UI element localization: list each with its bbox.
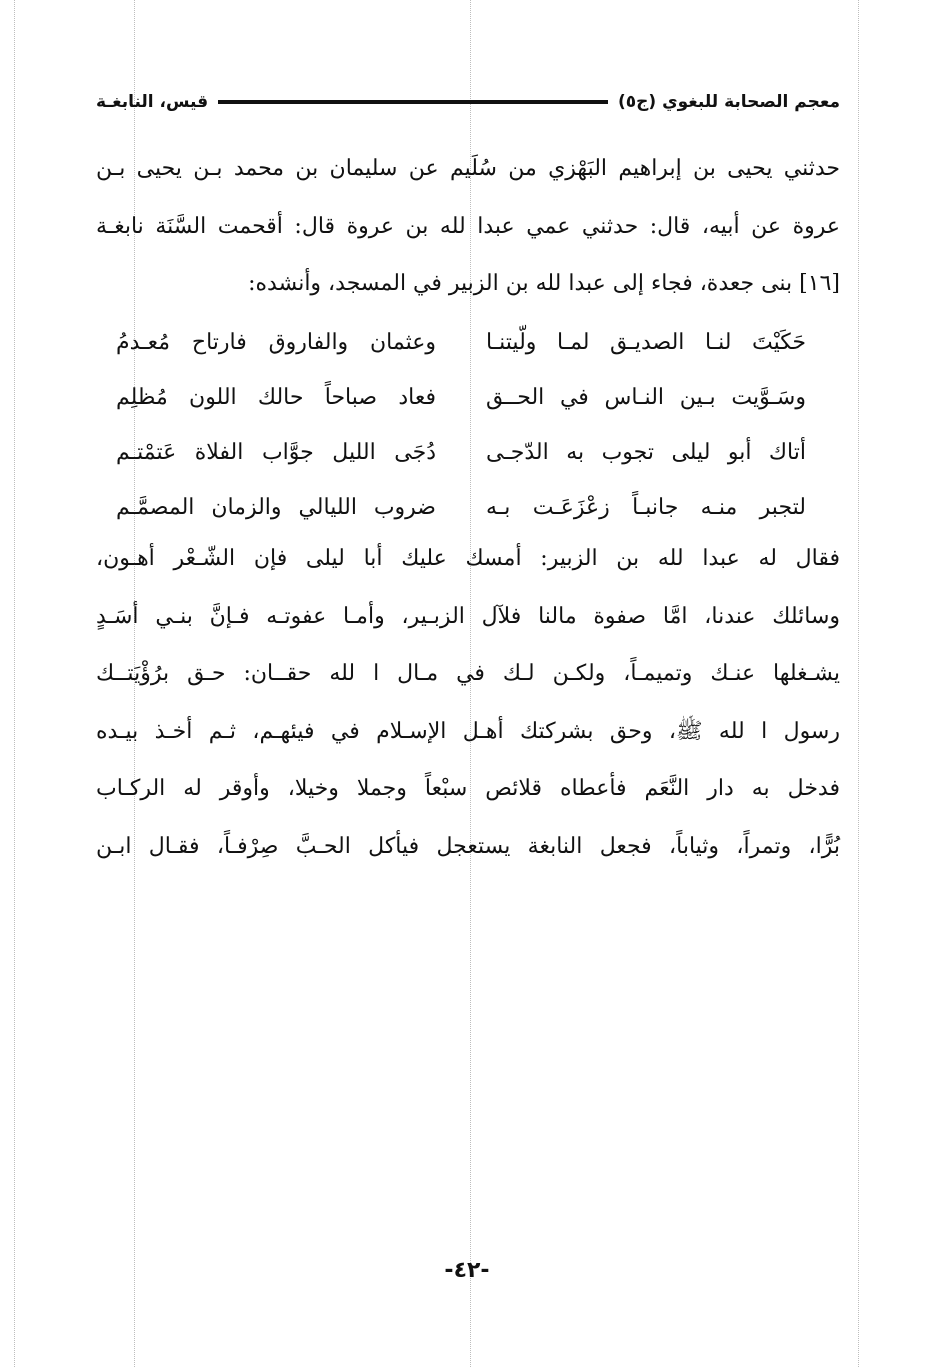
verse-first-hemistich: لتجبر منـه جانبـاً زعْزَعَـت بـه [486, 495, 806, 520]
verse-first-hemistich: أتاك أبو ليلى تجوب به الدّجـى [486, 440, 806, 465]
verse-second-hemistich: ضروب الليالي والزمان المصمَّـم [116, 495, 436, 520]
text-line: فقال له عبدا لله بن الزبير: أمسك عليك أبا ليلى فإن الشّـعْر أهـون، [96, 546, 840, 571]
page-number: -٤٢- [444, 1258, 490, 1283]
running-header [96, 88, 840, 116]
poem-verse [116, 370, 806, 425]
verse-second-hemistich: فعاد صباحاً حالك اللون مُظلِم [116, 385, 436, 410]
scan-column-dots-right [858, 0, 859, 1367]
book-title: معجم الصحابة للبغوي (ج٥) [617, 92, 840, 112]
poem-verse [116, 315, 806, 370]
verse-first-hemistich: وسَـوَّيت بـين النـاس في الحــق [486, 385, 806, 410]
scan-margin-dots-left [14, 0, 15, 1367]
poem-verse [116, 480, 806, 535]
verse-second-hemistich: وعثمان والفاروق فارتاح مُعـدمُ [116, 330, 436, 355]
header-rule [218, 100, 608, 104]
text-line: رسول ا لله ﷺ، وحق بشركتك أهـل الإسـلام في فيئهـم، ثـم أخـذ بيـده [96, 718, 840, 744]
poem [116, 315, 806, 535]
text-line: عروة عن أبيه، قال: حدثني عمي عبدا لله بن عروة قال: أقحمت السَّنَة نابغـة [96, 213, 840, 239]
text-line: [١٦] بنى جعدة، فجاء إلى عبدا لله بن الزبير في المسجد، وأنشده: [248, 271, 840, 296]
text-line: وسائلك عندنا، امَّا صفوة مالنا فلآل الزبـير، وأمـا عفوتـه فـإنَّ بنـي أسَـدٍ [96, 603, 840, 629]
narrative-paragraph [96, 530, 840, 875]
poem-verse [116, 425, 806, 480]
intro-paragraph [96, 140, 840, 313]
text-line: فدخل به دار النَّعَم فأعطاه قلائص سبْعاً وجملا وخيلا، وأوقر له الركـاب [96, 776, 840, 801]
text-line: يشـغلها عنـك وتميمـاً، ولكـن لـك في مـال ا لله حقــان: حـق برُؤْيَتــك [96, 661, 840, 686]
text-line: بُرًّا، وتمراً، وثياباً، فجعل النابغة يستعجل فيأكل الحـبَّ صِرْفـاً، فقـال ابـن [96, 833, 840, 859]
verse-first-hemistich: حَكَيْتَ لنـا الصديـق لمـا ولّيتنـا [486, 330, 806, 355]
verse-second-hemistich: دُجَى الليل جوَّاب الفلاة عَتمْتـم [116, 440, 436, 465]
text-line: حدثني يحيى بن إبراهيم البَهْزي من سُلَيم عن سليمان بن محمد بـن يحيى بـن [96, 156, 840, 181]
section-title: قيس، النابغـة [96, 92, 209, 112]
